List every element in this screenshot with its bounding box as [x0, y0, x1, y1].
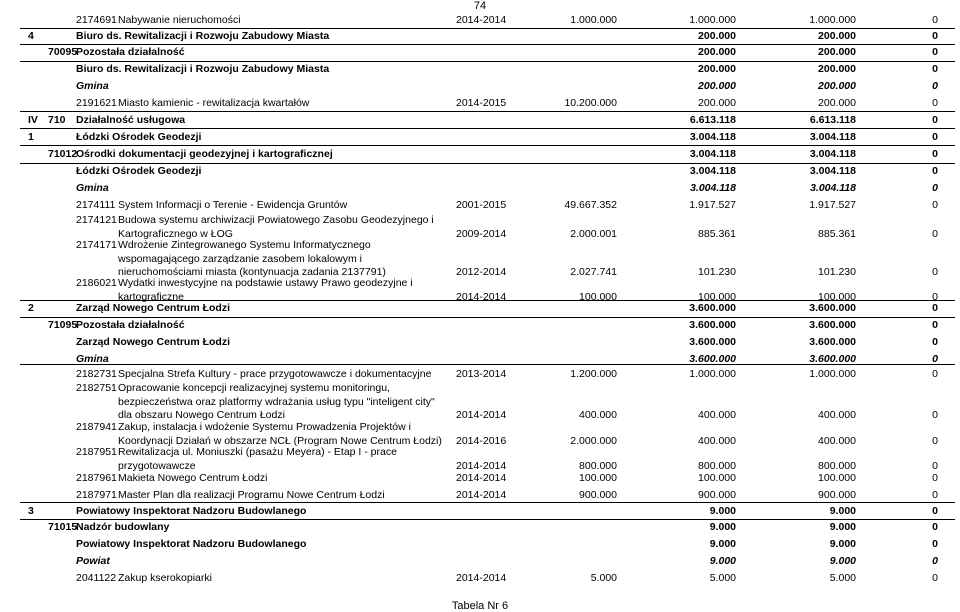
row-amount-c: 0	[932, 302, 938, 314]
row-amount-b: 1.000.000	[809, 14, 856, 26]
row-code: 71095	[48, 319, 78, 331]
row-name: Powiatowy Inspektorat Nadzoru Budowlanego	[76, 505, 307, 517]
row-total-cost: 1.200.000	[570, 368, 617, 380]
row-amount-a: 200.000	[698, 80, 736, 92]
row-code: 2182731	[76, 368, 117, 380]
row-amount-b: 3.004.118	[809, 148, 856, 160]
row-name: Rewitalizacja ul. Moniuszki (pasażu Meyera) - Etap I - prace przygotowawcze	[118, 446, 397, 472]
row-name: Powiatowy Inspektorat Nadzoru Budowlanego	[76, 538, 307, 550]
row-amount-b: 400.000	[818, 409, 856, 421]
row-code: 2174121	[76, 214, 117, 226]
row-amount-a: 200.000	[698, 97, 736, 109]
row-amount-a: 3.004.118	[690, 182, 736, 194]
row-code: 2174691	[76, 14, 117, 26]
row-amount-a: 101.230	[698, 266, 736, 278]
page-number: 74	[473, 0, 487, 12]
row-amount-a: 100.000	[698, 290, 736, 303]
row-amount-b: 3.600.000	[809, 336, 856, 348]
row-amount-c: 0	[932, 336, 938, 348]
row-amount-a: 6.613.118	[689, 114, 736, 126]
row-total-cost: 2.027.741	[570, 266, 617, 278]
row-amount-c: 0	[932, 290, 938, 303]
row-total-cost: 1.000.000	[570, 14, 617, 26]
row-name: Miasto kamienic - rewitalizacja kwartałów	[118, 97, 310, 109]
row-code: 2182751	[76, 382, 117, 394]
row-code: 2174111	[76, 199, 116, 211]
row-divider	[20, 163, 955, 164]
row-amount-b: 1.917.527	[809, 199, 856, 211]
row-amount-c: 0	[932, 63, 938, 75]
row-amount-c: 0	[932, 14, 938, 26]
row-years: 2014-2014	[456, 572, 507, 584]
row-name: Nabywanie nieruchomości	[118, 14, 241, 26]
row-total-cost: 900.000	[579, 489, 617, 501]
row-level: 1	[28, 131, 34, 143]
row-amount-c: 0	[932, 266, 938, 278]
row-total-cost: 49.667.352	[564, 199, 617, 211]
row-amount-a: 9.000	[709, 505, 736, 517]
row-amount-a: 400.000	[698, 434, 736, 447]
row-amount-c: 0	[932, 97, 938, 109]
row-amount-b: 5.000	[829, 572, 856, 584]
row-code: 70095	[48, 46, 78, 58]
row-amount-b: 200.000	[818, 30, 856, 42]
row-name: Gmina	[76, 80, 109, 92]
row-total-cost: 5.000	[590, 572, 617, 584]
row-amount-a: 3.600.000	[689, 302, 736, 314]
row-amount-c: 0	[932, 114, 938, 126]
row-amount-a: 800.000	[698, 459, 736, 472]
row-name: Gmina	[76, 353, 109, 365]
row-amount-c: 0	[932, 555, 938, 567]
row-amount-c: 0	[932, 353, 938, 365]
row-amount-b: 101.230	[818, 266, 856, 278]
table-caption: Tabela Nr 6	[451, 600, 509, 612]
row-code: 710	[48, 114, 66, 126]
row-name: Wydatki inwestycyjne na podstawie ustawy Prawo geodezyjne i kartograficzne	[118, 277, 413, 303]
row-divider	[20, 145, 955, 146]
row-name: Budowa systemu archiwizacji Powiatowego Zasobu Geodezyjnego i Kartograficznego w ŁOG	[118, 214, 434, 240]
row-years: 2012-2014	[456, 266, 507, 278]
row-total-cost: 800.000	[579, 459, 617, 472]
row-amount-b: 200.000	[818, 63, 856, 75]
row-code: 2041122	[76, 572, 117, 584]
row-code: 71015	[48, 521, 78, 533]
row-amount-b: 3.004.118	[810, 182, 856, 194]
row-name: Pozostała działalność	[76, 319, 185, 331]
row-amount-c: 0	[932, 227, 938, 240]
row-name: Zakup, instalacja i wdożenie Systemu Prowadzenia Projektów i Koordynacji Działań w obszarze NCŁ (Program Nowe Centrum Łodzi)	[118, 421, 442, 447]
row-amount-b: 3.600.000	[809, 302, 856, 314]
row-amount-c: 0	[932, 472, 938, 484]
row-years: 2014-2014	[456, 290, 507, 303]
row-amount-c: 0	[932, 489, 938, 501]
row-amount-b: 200.000	[818, 97, 856, 109]
row-divider	[20, 44, 955, 45]
row-name: Gmina	[76, 182, 109, 194]
row-amount-b: 6.613.118	[809, 114, 856, 126]
row-code: 2191621	[76, 97, 117, 109]
row-amount-a: 100.000	[698, 472, 736, 484]
row-years: 2014-2014	[456, 472, 507, 484]
row-amount-a: 3.004.118	[689, 148, 736, 160]
row-name: Łódzki Ośrodek Geodezji	[76, 165, 202, 177]
row-name: Działalność usługowa	[76, 114, 186, 126]
row-amount-b: 100.000	[818, 472, 856, 484]
row-amount-b: 1.000.000	[809, 368, 856, 380]
row-amount-b: 3.004.118	[809, 165, 856, 177]
row-amount-a: 900.000	[698, 489, 736, 501]
row-amount-a: 1.000.000	[689, 368, 736, 380]
row-amount-a: 3.004.118	[689, 131, 736, 143]
row-amount-c: 0	[932, 131, 938, 143]
row-amount-c: 0	[932, 434, 938, 447]
row-name: System Informacji o Terenie - Ewidencja Gruntów	[118, 199, 348, 211]
row-amount-a: 200.000	[698, 46, 736, 58]
row-amount-b: 3.600.000	[809, 319, 856, 331]
row-years: 2009-2014	[456, 227, 507, 240]
row-amount-a: 9.000	[709, 538, 736, 550]
row-name: Makieta Nowego Centrum Łodzi	[118, 472, 268, 484]
row-name: Zarząd Nowego Centrum Łodzi	[76, 302, 231, 314]
row-amount-c: 0	[932, 319, 938, 331]
row-years: 2014-2015	[456, 97, 507, 109]
row-name: Specjalna Strefa Kultury - prace przygotowawcze i dokumentacyjne	[118, 368, 432, 380]
row-amount-b: 900.000	[818, 489, 856, 501]
row-total-cost: 2.000.001	[570, 227, 617, 240]
row-divider	[20, 61, 955, 62]
row-total-cost: 100.000	[579, 290, 617, 303]
row-divider	[20, 111, 955, 112]
row-divider	[20, 317, 955, 318]
row-amount-a: 885.361	[698, 227, 736, 240]
row-amount-c: 0	[932, 409, 938, 421]
row-code: 2187951	[76, 446, 117, 458]
row-amount-a: 1.000.000	[689, 14, 736, 26]
row-name: Pozostała działalność	[76, 46, 185, 58]
row-name: Łódzki Ośrodek Geodezji	[76, 131, 202, 143]
row-years: 2014-2014	[456, 459, 507, 472]
row-amount-c: 0	[932, 30, 938, 42]
row-code: 2187941	[76, 421, 117, 433]
row-total-cost: 2.000.000	[570, 434, 617, 447]
row-level: IV	[28, 114, 38, 126]
row-amount-b: 885.361	[818, 227, 856, 240]
row-amount-c: 0	[932, 521, 938, 533]
row-code: 2187961	[76, 472, 117, 484]
row-level: 2	[28, 302, 34, 314]
row-name: Zarząd Nowego Centrum Łodzi	[76, 336, 231, 348]
row-amount-b: 100.000	[818, 290, 856, 303]
row-total-cost: 10.200.000	[564, 97, 617, 109]
row-divider	[20, 128, 955, 129]
row-amount-b: 200.000	[818, 80, 856, 92]
row-years: 2014-2016	[456, 434, 507, 447]
row-amount-a: 5.000	[709, 572, 736, 584]
row-amount-b: 200.000	[818, 46, 856, 58]
row-name: Master Plan dla realizacji Programu Nowe Centrum Łodzi	[118, 489, 385, 501]
row-amount-a: 3.004.118	[689, 165, 736, 177]
row-name: Ośrodki dokumentacji geodezyjnej i kartograficznej	[76, 148, 333, 160]
row-name: Biuro ds. Rewitalizacji i Rozwoju Zabudowy Miasta	[76, 30, 330, 42]
row-amount-b: 9.000	[829, 521, 856, 533]
row-amount-b: 9.000	[829, 538, 856, 550]
row-amount-a: 1.917.527	[689, 199, 736, 211]
row-amount-c: 0	[932, 368, 938, 380]
row-years: 2014-2014	[456, 409, 507, 421]
row-name: Nadzór budowlany	[76, 521, 170, 533]
row-total-cost: 100.000	[579, 472, 617, 484]
row-amount-a: 3.600.000	[689, 336, 736, 348]
row-amount-a: 9.000	[709, 555, 736, 567]
row-amount-a: 200.000	[698, 63, 736, 75]
row-amount-c: 0	[932, 572, 938, 584]
row-amount-a: 200.000	[698, 30, 736, 42]
row-amount-a: 3.600.000	[689, 353, 736, 365]
row-amount-c: 0	[932, 80, 938, 92]
row-divider	[20, 28, 955, 29]
row-amount-a: 400.000	[698, 409, 736, 421]
row-amount-c: 0	[932, 148, 938, 160]
row-years: 2001-2015	[456, 199, 507, 211]
row-code: 2186021	[76, 277, 117, 289]
row-name: Biuro ds. Rewitalizacji i Rozwoju Zabudowy Miasta	[76, 63, 330, 75]
row-name: Wdrożenie Zintegrowanego Systemu Informatycznego wspomagającego zarządzanie zasobem lokalowym i nieruchomościami miasta (kontynuacja zadania 2137791)	[118, 239, 386, 278]
row-code: 2187971	[76, 489, 117, 501]
row-amount-c: 0	[932, 505, 938, 517]
row-total-cost: 400.000	[579, 409, 617, 421]
row-amount-c: 0	[932, 46, 938, 58]
row-amount-b: 3.600.000	[809, 353, 856, 365]
row-amount-c: 0	[932, 199, 938, 211]
row-level: 4	[28, 30, 34, 42]
row-amount-b: 9.000	[829, 555, 856, 567]
row-name: Powiat	[76, 555, 110, 567]
row-code: 2174171	[76, 239, 117, 251]
row-years: 2014-2014	[456, 489, 507, 501]
row-amount-a: 9.000	[709, 521, 736, 533]
row-amount-b: 9.000	[829, 505, 856, 517]
row-amount-c: 0	[932, 538, 938, 550]
row-code: 71012	[48, 148, 78, 160]
row-divider	[20, 519, 955, 520]
row-level: 3	[28, 505, 34, 517]
row-amount-b: 800.000	[818, 459, 856, 472]
row-amount-a: 3.600.000	[689, 319, 736, 331]
row-years: 2013-2014	[456, 368, 507, 380]
row-years: 2014-2014	[456, 14, 507, 26]
row-amount-c: 0	[932, 182, 938, 194]
row-amount-c: 0	[932, 459, 938, 472]
row-amount-c: 0	[932, 165, 938, 177]
row-amount-b: 3.004.118	[809, 131, 856, 143]
row-name: Opracowanie koncepcji realizacyjnej systemu monitoringu, bezpieczeństwa oraz platformy wdrażania usług typu "inteligent city" dla obszaru Nowego Centrum Łodzi	[118, 382, 435, 421]
row-amount-b: 400.000	[818, 434, 856, 447]
row-name: Zakup kserokopiarki	[118, 572, 212, 584]
